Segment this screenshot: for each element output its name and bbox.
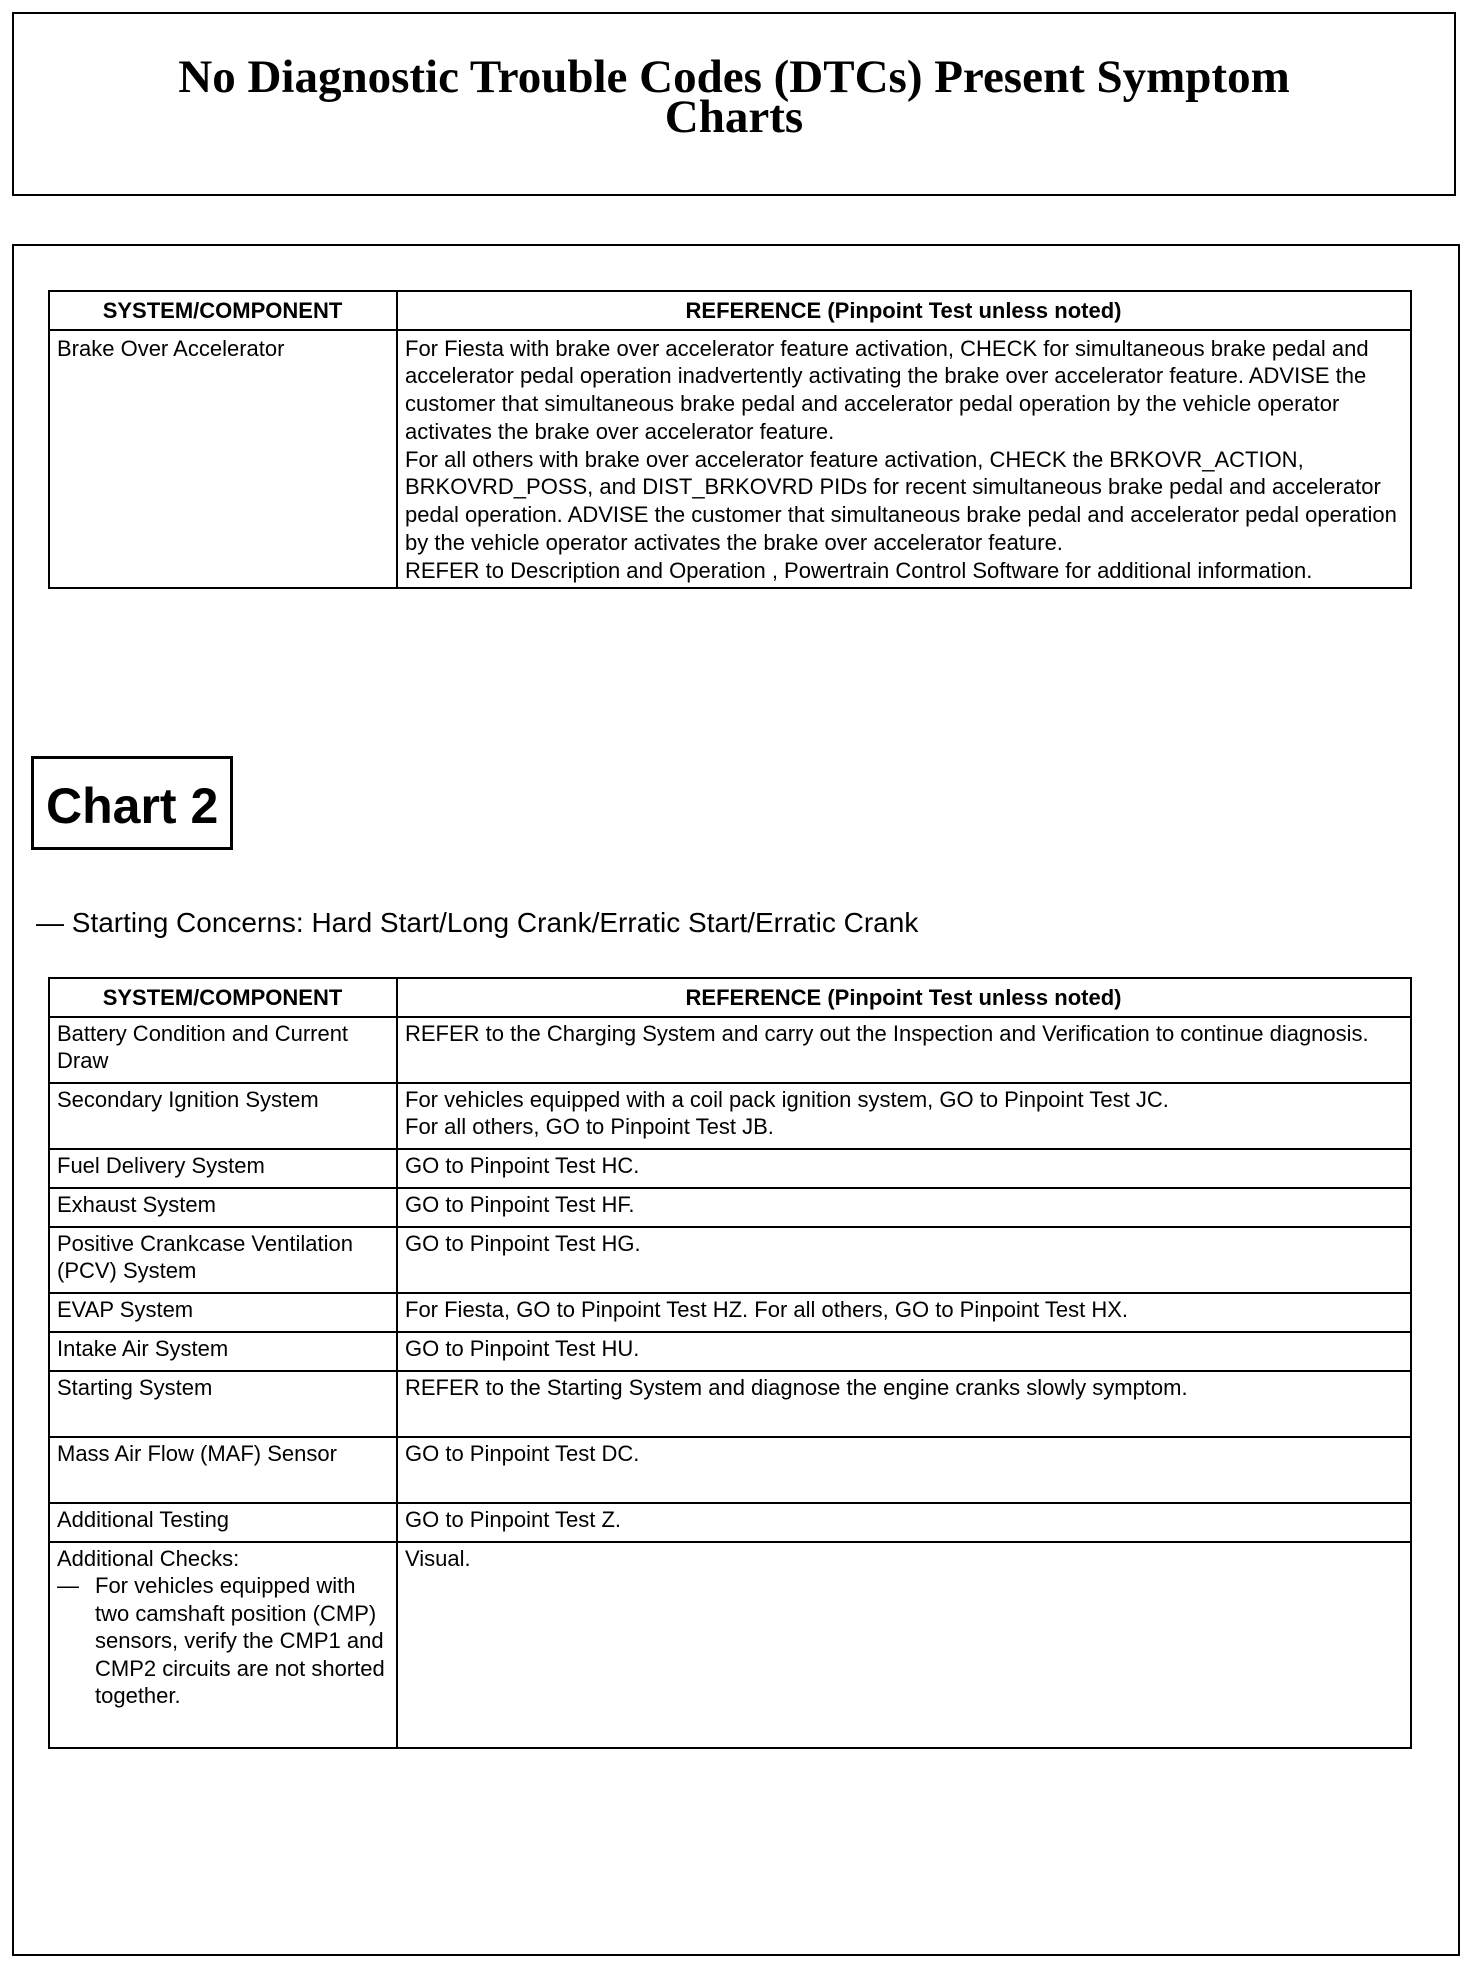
table-row (49, 1503, 1411, 1542)
reference-paragraph: For all others with brake over accelerator feature activation, CHECK the BRKOVR_ACTION, BRKOVRD_POSS, and DIST_BRKOVRD PIDs for recent simultaneous brake pedal and accelerator pedal operation. ADVISE the customer that simultaneous brake pedal and accelerator pedal operation by the vehicle operator activates the brake over accelerator feature. (405, 446, 1397, 556)
component-cell: Starting System (49, 1371, 397, 1437)
component-cell: Battery Condition and Current Draw (49, 1017, 397, 1083)
reference-paragraph: For Fiesta with brake over accelerator feature activation, CHECK for simultaneous brake pedal and accelerator pedal operation inadvertently activating the brake over accelerator feature. ADVISE the customer that simultaneous brake pedal and accelerator pedal operation by the vehicle operator activates the brake over accelerator feature. (405, 335, 1369, 444)
table-row (49, 1083, 1411, 1149)
chart-2-heading: Chart 2 (31, 756, 233, 850)
reference-cell (397, 330, 1411, 588)
component-heading: Additional Checks: (57, 1545, 240, 1571)
table-row (49, 1227, 1411, 1293)
reference-cell: GO to Pinpoint Test DC. (397, 1437, 1411, 1503)
reference-line: For all others, GO to Pinpoint Test JB. (405, 1114, 774, 1139)
component-cell: Brake Over Accelerator (49, 330, 397, 588)
list-item: — For vehicles equipped with two camshaft position (CMP) sensors, verify the CMP1 and CMP2 circuits are not shorted together. (57, 1572, 388, 1710)
table-row (49, 1017, 1411, 1083)
component-cell: Exhaust System (49, 1188, 397, 1227)
component-cell: Additional Testing (49, 1503, 397, 1542)
table-row (49, 1542, 1411, 1748)
reference-cell: GO to Pinpoint Test HG. (397, 1227, 1411, 1293)
table-row (49, 1332, 1411, 1371)
reference-cell (397, 1083, 1411, 1149)
table-row (49, 1437, 1411, 1503)
column-header-system-component: SYSTEM/COMPONENT (49, 978, 397, 1017)
table-row (49, 1149, 1411, 1188)
page-title-line-1: No Diagnostic Trouble Codes (DTCs) Present Symptom (178, 51, 1290, 103)
reference-cell: GO to Pinpoint Test HF. (397, 1188, 1411, 1227)
component-cell: Fuel Delivery System (49, 1149, 397, 1188)
reference-cell: REFER to the Charging System and carry out the Inspection and Verification to continue diagnosis. (397, 1017, 1411, 1083)
component-cell: Intake Air System (49, 1332, 397, 1371)
reference-cell: GO to Pinpoint Test HU. (397, 1332, 1411, 1371)
reference-cell: Visual. (397, 1542, 1411, 1748)
page-title-box (12, 12, 1456, 196)
reference-cell: GO to Pinpoint Test Z. (397, 1503, 1411, 1542)
table-header-row (49, 978, 1411, 1017)
brake-over-accelerator-table (48, 290, 1412, 589)
reference-cell: REFER to the Starting System and diagnose the engine cranks slowly symptom. (397, 1371, 1411, 1437)
table-row (49, 1293, 1411, 1332)
reference-cell: For Fiesta, GO to Pinpoint Test HZ. For all others, GO to Pinpoint Test HX. (397, 1293, 1411, 1332)
page-title-line-2: Charts (664, 91, 804, 143)
column-header-reference: REFERENCE (Pinpoint Test unless noted) (397, 291, 1411, 330)
component-cell: EVAP System (49, 1293, 397, 1332)
reference-line: For vehicles equipped with a coil pack ignition system, GO to Pinpoint Test JC. (405, 1086, 1169, 1112)
component-bullet-list (57, 1572, 388, 1710)
component-cell: Secondary Ignition System (49, 1083, 397, 1149)
chart-2-caption: — Starting Concerns: Hard Start/Long Crank/Erratic Start/Erratic Crank (36, 907, 919, 938)
column-header-reference: REFERENCE (Pinpoint Test unless noted) (397, 978, 1411, 1017)
reference-paragraph: REFER to Description and Operation , Powertrain Control Software for additional information. (405, 557, 1313, 583)
column-header-system-component: SYSTEM/COMPONENT (49, 291, 397, 330)
reference-cell: GO to Pinpoint Test HC. (397, 1149, 1411, 1188)
table-row (49, 1371, 1411, 1437)
content-frame (12, 244, 1460, 1956)
table-row (49, 1188, 1411, 1227)
table-header-row (49, 291, 1411, 330)
component-cell: Mass Air Flow (MAF) Sensor (49, 1437, 397, 1503)
component-cell: Positive Crankcase Ventilation (PCV) System (49, 1227, 397, 1293)
component-cell (49, 1542, 397, 1748)
table-row (49, 330, 1411, 588)
starting-concerns-table (48, 977, 1412, 1749)
